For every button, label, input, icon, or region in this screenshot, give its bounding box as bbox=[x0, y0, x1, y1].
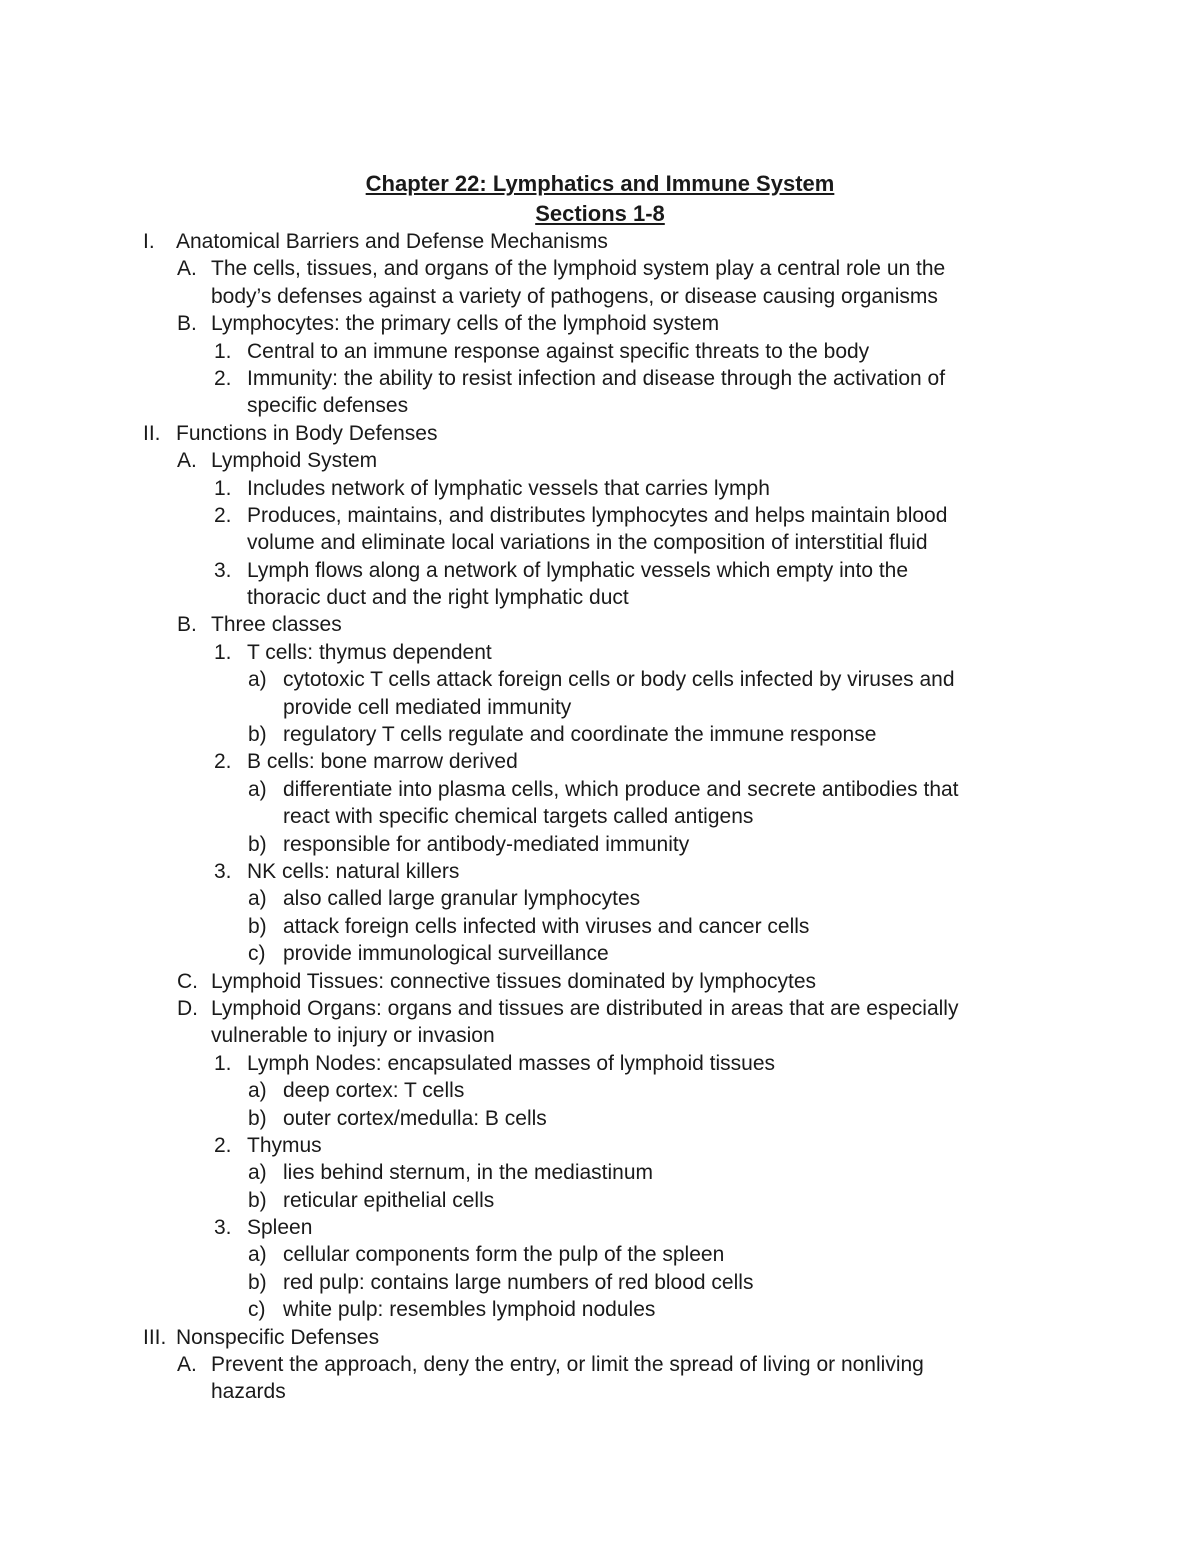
outline-line bbox=[0, 913, 1200, 940]
outline-marker: 1. bbox=[214, 640, 232, 664]
outline-marker: D. bbox=[177, 996, 198, 1020]
outline-text: cellular components form the pulp of the spleen bbox=[283, 1243, 725, 1267]
outline-text: Lymph flows along a network of lymphatic vessels which empty into the bbox=[247, 558, 909, 582]
outline-text: white pulp: resembles lymphoid nodules bbox=[283, 1298, 656, 1322]
outline-line bbox=[0, 885, 1200, 912]
outline-line bbox=[0, 392, 1200, 419]
outline-line bbox=[0, 283, 1200, 310]
outline-text: differentiate into plasma cells, which produce and secrete antibodies that bbox=[283, 777, 959, 801]
outline-line bbox=[0, 858, 1200, 885]
outline-text: volume and eliminate local variations in the composition of interstitial fluid bbox=[247, 531, 928, 555]
outline-text: responsible for antibody-mediated immunity bbox=[283, 832, 690, 856]
outline-marker: a) bbox=[248, 777, 267, 801]
outline-line bbox=[0, 1022, 1200, 1049]
outline-marker: A. bbox=[177, 257, 197, 281]
outline-marker: C. bbox=[177, 969, 198, 993]
outline-text: provide immunological surveillance bbox=[283, 942, 609, 966]
outline-line bbox=[0, 666, 1200, 693]
outline-text: NK cells: natural killers bbox=[247, 859, 460, 883]
outline-marker: b) bbox=[248, 1270, 267, 1294]
outline-text: B cells: bone marrow derived bbox=[247, 750, 518, 774]
outline-text: deep cortex: T cells bbox=[283, 1079, 465, 1103]
outline-line bbox=[0, 557, 1200, 584]
outline-line bbox=[0, 1132, 1200, 1159]
outline-text: Spleen bbox=[247, 1216, 313, 1240]
outline-line bbox=[0, 1105, 1200, 1132]
outline-line bbox=[0, 365, 1200, 392]
outline-text: Nonspecific Defenses bbox=[176, 1325, 380, 1349]
outline-line bbox=[0, 940, 1200, 967]
outline-line bbox=[0, 1159, 1200, 1186]
outline-text: reticular epithelial cells bbox=[283, 1188, 495, 1212]
outline-marker: 1. bbox=[214, 339, 232, 363]
outline-line bbox=[0, 529, 1200, 556]
outline-marker: A. bbox=[177, 449, 197, 473]
outline-marker: 3. bbox=[214, 558, 232, 582]
outline-line bbox=[0, 475, 1200, 502]
page-subtitle: Sections 1-8 bbox=[535, 201, 665, 226]
outline-marker: c) bbox=[248, 1298, 266, 1322]
outline-line bbox=[0, 968, 1200, 995]
outline-marker: b) bbox=[248, 832, 267, 856]
outline-line bbox=[0, 803, 1200, 830]
outline-line bbox=[0, 1351, 1200, 1378]
outline-line bbox=[0, 1296, 1200, 1323]
outline-text: hazards bbox=[211, 1380, 286, 1404]
outline-marker: b) bbox=[248, 914, 267, 938]
outline-marker: 1. bbox=[214, 1051, 232, 1075]
outline-text: Three classes bbox=[211, 613, 342, 637]
outline-marker: c) bbox=[248, 942, 266, 966]
outline-marker: b) bbox=[248, 1188, 267, 1212]
outline-marker: 1. bbox=[214, 476, 232, 500]
outline-marker: b) bbox=[248, 723, 267, 747]
outline-marker: b) bbox=[248, 1106, 267, 1130]
outline-marker: I. bbox=[143, 230, 155, 253]
outline-text: Produces, maintains, and distributes lymphocytes and helps maintain blood bbox=[247, 503, 948, 527]
outline-marker: A. bbox=[177, 1353, 197, 1377]
outline-text: Lymphoid System bbox=[211, 449, 378, 473]
outline-marker: 2. bbox=[214, 1133, 232, 1157]
outline-text: Prevent the approach, deny the entry, or limit the spread of living or nonliving bbox=[211, 1353, 924, 1377]
outline-text: also called large granular lymphocytes bbox=[283, 887, 641, 911]
outline-list bbox=[0, 228, 1200, 1406]
outline-marker: a) bbox=[248, 1161, 267, 1185]
outline-line bbox=[0, 1077, 1200, 1104]
outline-line bbox=[0, 694, 1200, 721]
outline-line bbox=[0, 338, 1200, 365]
outline-text: provide cell mediated immunity bbox=[283, 695, 572, 719]
outline-text: specific defenses bbox=[247, 394, 409, 418]
outline-text: T cells: thymus dependent bbox=[247, 640, 492, 664]
outline-text: Anatomical Barriers and Defense Mechanisms bbox=[176, 230, 608, 253]
outline-text: Functions in Body Defenses bbox=[176, 421, 438, 445]
outline-text: Lymphoid Organs: organs and tissues are distributed in areas that are especially bbox=[211, 996, 959, 1020]
outline-text: vulnerable to injury or invasion bbox=[211, 1024, 495, 1048]
outline-marker: 2. bbox=[214, 503, 232, 527]
outline-marker: a) bbox=[248, 1079, 267, 1103]
page-title: Chapter 22: Lymphatics and Immune System bbox=[365, 171, 835, 196]
outline-text: attack foreign cells infected with viruses and cancer cells bbox=[283, 914, 810, 938]
outline-text: Lymphoid Tissues: connective tissues dominated by lymphocytes bbox=[211, 969, 817, 993]
outline-line bbox=[0, 1241, 1200, 1268]
outline-text: Immunity: the ability to resist infection and disease through the activation of bbox=[247, 366, 946, 390]
outline-line bbox=[0, 502, 1200, 529]
outline-line bbox=[0, 1378, 1200, 1405]
outline-marker: II. bbox=[143, 421, 161, 445]
outline-text: thoracic duct and the right lymphatic duct bbox=[247, 586, 629, 610]
outline-text: Lymphocytes: the primary cells of the lymphoid system bbox=[211, 312, 720, 336]
outline-line bbox=[0, 776, 1200, 803]
outline-line bbox=[0, 447, 1200, 474]
outline-text: regulatory T cells regulate and coordinate the immune response bbox=[283, 723, 877, 747]
outline-line bbox=[0, 611, 1200, 638]
outline-line bbox=[0, 831, 1200, 858]
outline-marker: B. bbox=[177, 312, 197, 336]
outline-marker: 2. bbox=[214, 750, 232, 774]
outline-marker: B. bbox=[177, 613, 197, 637]
outline-line bbox=[0, 639, 1200, 666]
outline-text: Central to an immune response against specific threats to the body bbox=[247, 339, 870, 363]
outline-marker: a) bbox=[248, 668, 267, 692]
outline-line bbox=[0, 1214, 1200, 1241]
outline-text: The cells, tissues, and organs of the lymphoid system play a central role un the bbox=[211, 257, 946, 281]
outline-line bbox=[0, 1269, 1200, 1296]
outline-line bbox=[0, 721, 1200, 748]
outline-line bbox=[0, 1050, 1200, 1077]
outline-text: lies behind sternum, in the mediastinum bbox=[283, 1161, 654, 1185]
outline-text: Thymus bbox=[247, 1133, 322, 1157]
outline-text: body’s defenses against a variety of pathogens, or disease causing organisms bbox=[211, 284, 938, 308]
outline-line bbox=[0, 420, 1200, 447]
outline-marker: a) bbox=[248, 1243, 267, 1267]
outline-text: outer cortex/medulla: B cells bbox=[283, 1106, 547, 1130]
outline-text: cytotoxic T cells attack foreign cells or body cells infected by viruses and bbox=[283, 668, 955, 692]
outline-text: Lymph Nodes: encapsulated masses of lymphoid tissues bbox=[247, 1051, 775, 1075]
outline-marker: 2. bbox=[214, 366, 232, 390]
outline-line bbox=[0, 1324, 1200, 1351]
outline-text: react with specific chemical targets called antigens bbox=[283, 805, 754, 829]
outline-text: Includes network of lymphatic vessels that carries lymph bbox=[247, 476, 770, 500]
outline-line bbox=[0, 228, 1200, 255]
outline-marker: a) bbox=[248, 887, 267, 911]
outline-text: red pulp: contains large numbers of red blood cells bbox=[283, 1270, 754, 1294]
outline-line bbox=[0, 255, 1200, 282]
outline-line bbox=[0, 1187, 1200, 1214]
outline-marker: 3. bbox=[214, 1216, 232, 1240]
outline-line bbox=[0, 310, 1200, 337]
outline-marker: III. bbox=[143, 1325, 167, 1349]
outline-line bbox=[0, 995, 1200, 1022]
outline-line bbox=[0, 748, 1200, 775]
outline-line bbox=[0, 584, 1200, 611]
outline-marker: 3. bbox=[214, 859, 232, 883]
